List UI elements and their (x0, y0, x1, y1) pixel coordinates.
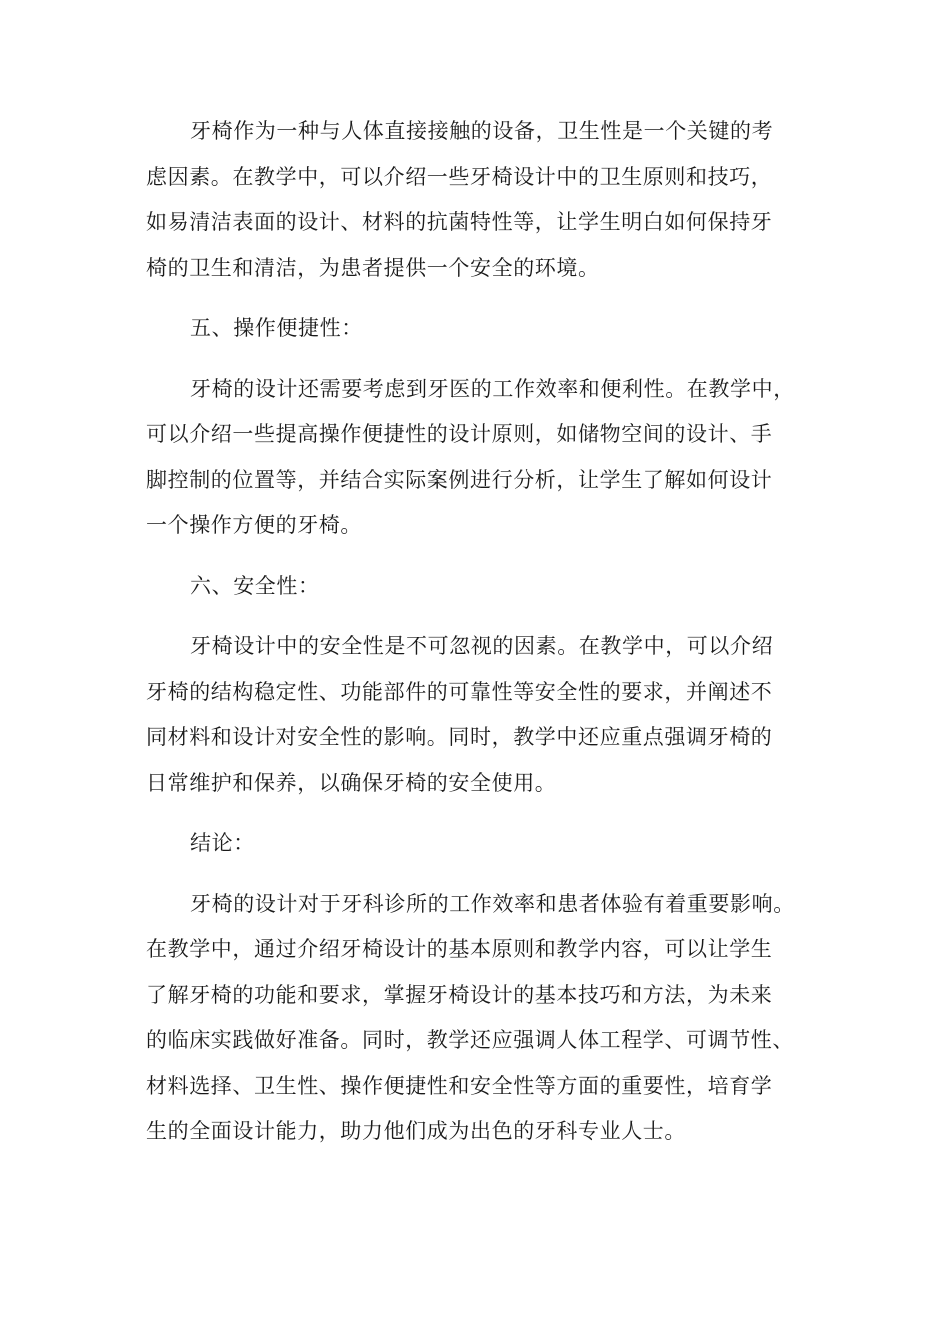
text-line: 生的全面设计能力，助力他们成为出色的牙科专业人士。 (146, 1119, 686, 1143)
text-line: 牙椅的设计对于牙科诊所的工作效率和患者体验有着重要影响。 (190, 891, 795, 916)
paragraph-hygiene (146, 109, 808, 291)
text-line: 椅的卫生和清洁，为患者提供一个安全的环境。 (146, 255, 600, 280)
section-heading-operation (146, 306, 808, 352)
text-line: 牙椅的结构稳定性、功能部件的可靠性等安全性的要求，并阐述不 (146, 679, 773, 704)
paragraph-safety (146, 624, 808, 806)
section-heading-conclusion (146, 821, 808, 867)
heading-text: 五、操作便捷性： (190, 316, 363, 340)
text-line: 了解牙椅的功能和要求，掌握牙椅设计的基本技巧和方法，为未来 (146, 982, 773, 1007)
text-line: 虑因素。在教学中，可以介绍一些牙椅设计中的卫生原则和技巧， (146, 164, 773, 189)
heading-text: 结论： (190, 831, 255, 855)
text-line: 脚控制的位置等，并结合实际案例进行分析，让学生了解如何设计 (146, 467, 773, 492)
text-line: 牙椅设计中的安全性是不可忽视的因素。在教学中，可以介绍 (190, 634, 774, 658)
text-line: 材料选择、卫生性、操作便捷性和安全性等方面的重要性，培育学 (146, 1073, 773, 1098)
text-line: 可以介绍一些提高操作便捷性的设计原则，如储物空间的设计、手 (146, 422, 773, 446)
paragraph-operation (146, 367, 808, 549)
section-heading-safety (146, 564, 808, 610)
text-line: 牙椅作为一种与人体直接接触的设备，卫生性是一个关键的考 (190, 119, 774, 143)
text-line: 的临床实践做好准备。同时，教学还应强调人体工程学、可调节性、 (146, 1028, 794, 1052)
text-line: 日常维护和保养，以确保牙椅的安全使用。 (146, 770, 557, 795)
text-line: 一个操作方便的牙椅。 (146, 513, 362, 537)
text-line: 牙椅的设计还需要考虑到牙医的工作效率和便利性。在教学中， (190, 376, 795, 401)
text-line: 在教学中，通过介绍牙椅设计的基本原则和教学内容，可以让学生 (146, 937, 773, 961)
document-body (146, 109, 808, 1170)
text-line: 同材料和设计对安全性的影响。同时，教学中还应重点强调牙椅的 (146, 725, 773, 749)
paragraph-conclusion (146, 882, 808, 1155)
heading-text: 六、安全性： (190, 573, 320, 598)
text-line: 如易清洁表面的设计、材料的抗菌特性等，让学生明白如何保持牙 (146, 210, 773, 234)
